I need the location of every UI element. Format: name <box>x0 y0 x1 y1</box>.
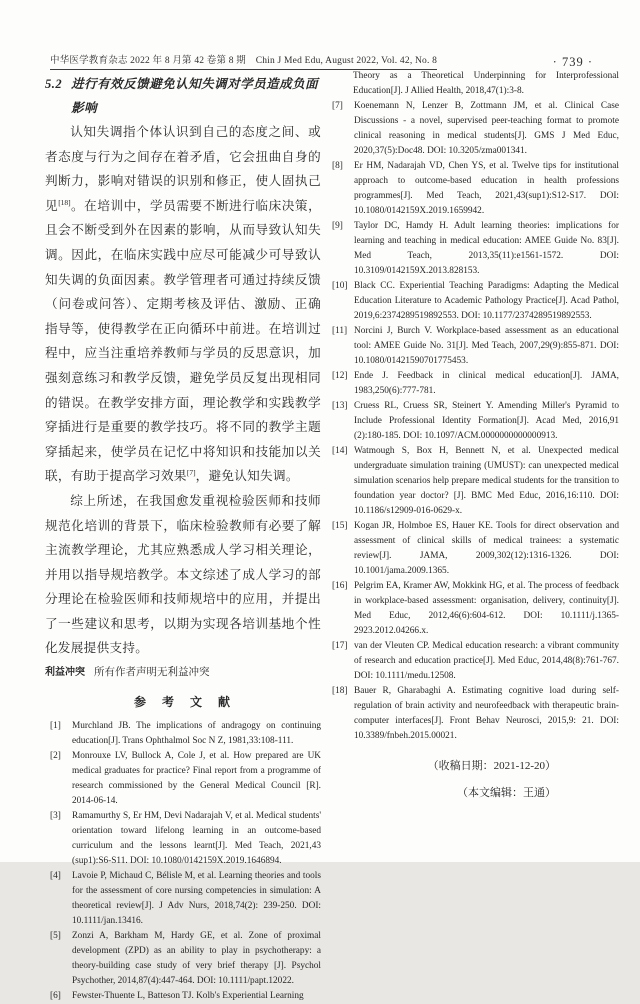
reference-text: Kogan JR, Holmboe ES, Hauer KE. Tools for direct observation and assessment of clinical skills of medical trainees: a systematic review[J]. JAMA, 2009,302(12):1316-1326. DOI: 10.1001/jama.2009.1365. <box>354 521 619 576</box>
reference-item <box>332 324 619 369</box>
reference-number: [5] <box>50 931 61 942</box>
references-heading: 参 考 文 献 <box>133 695 232 710</box>
section-heading <box>45 72 321 120</box>
reference-item <box>332 444 619 519</box>
reference-number: [10] <box>332 281 348 291</box>
reference-number: [1] <box>50 721 61 732</box>
conflict-label: 利益冲突 <box>45 667 85 679</box>
section-number: 5.2 <box>45 77 63 91</box>
reference-item <box>332 519 619 579</box>
right-column <box>332 69 619 807</box>
reference-number: [16] <box>332 581 348 591</box>
reference-number: [11] <box>332 326 348 336</box>
references-list-left <box>45 719 321 1004</box>
reference-number: [17] <box>332 641 348 651</box>
reference-item <box>50 929 321 989</box>
reference-text: Bauer R, Gharabaghi A. Estimating cognitive load during self-regulation of brain activity and neurofeedback with therapeutic brain-computer interfaces[J]. Front Behav Neurosci, 2015,9: 21. DOI: 10.3389/fnbeh.2015.00021. <box>354 686 619 741</box>
reference-item <box>332 99 619 159</box>
reference-item <box>332 369 619 399</box>
reference-number: [7] <box>332 101 343 111</box>
page-number: · 739 · <box>552 55 593 69</box>
reference-item <box>50 989 321 1004</box>
article-footer <box>332 753 619 807</box>
reference-number: [8] <box>332 161 343 171</box>
reference-number: [18] <box>332 686 348 696</box>
reference-text: Monrouxe LV, Bullock A, Cole J, et al. How prepared are UK medical graduates for practice? Final report from a programme of research commissioned by the General Medical Council [R]. 2014-06-14. <box>72 751 321 807</box>
reference-number: [15] <box>332 521 348 531</box>
journal-title-line: 中华医学教育杂志 2022 年 8 月第 42 卷第 8 期 Chin J Med Edu, August 2022, Vol. 42, No. 8 <box>50 52 437 70</box>
reference-item <box>332 579 619 639</box>
reference-text: Ramamurthy S, Er HM, Devi Nadarajah V, et al. Medical students' orientation toward lifelong learning in an outcome-based curriculum and the lessons learnt[J]. Med Teach, 2021,43 (sup1):S6-S11. DOI: 10.1080/0142159X.2019.1646894. <box>72 811 321 867</box>
reference-item <box>332 639 619 684</box>
reference-text: Watmough S, Box H, Bennett N, et al. Unexpected medical undergraduate simulation training (UMUST): can unexpected medical simulation scenarios help prepare medical students for the transition to foundation year doctor? [J]. BMC Med Educ, 2016,16:110. DOI: 10.1186/s12909-016-0629-x. <box>354 446 619 516</box>
reference-text: Er HM, Nadarajah VD, Chen YS, et al. Twelve tips for institutional approach to outcome-based education in health professions programmes[J]. Med Teach, 2021,43(sup1):S12-S17. DOI: 10.1080/0142159X.2019.1659942. <box>354 161 619 216</box>
editor-note: （本文编辑：王通） <box>457 787 556 799</box>
reference-text: Pelgrim EA, Kramer AW, Mokkink HG, et al. The process of feedback in workplace-based assessment: organisation, delivery, continuity[J]. Med Educ, 2012,46(6):604-612. DOI: 10.1111/j.1365-2923.2012.04266.x. <box>354 581 619 636</box>
reference-text: Black CC. Experiential Teaching Paradigms: Adapting the Medical Education Literature to Academic Pathology Practice[J]. Acad Pathol, 2019,6:2374289519892553. DOI: 10.1177/2374289519892553. <box>354 281 619 321</box>
reference-number: [2] <box>50 751 61 762</box>
received-date: （收稿日期：2021-12-20） <box>427 760 556 772</box>
reference-item <box>50 749 321 809</box>
reference-number: [14] <box>332 446 348 456</box>
reference-number: [12] <box>332 371 348 381</box>
reference-text: Koenemann N, Lenzer B, Zottmann JM, et al. Clinical Case Discussions - a novel, supervised peer-teaching format to promote clinical reasoning in medical students[J]. GMS J Med Educ, 2020,37(5):Doc48. DOI: 10.3205/zma001341. <box>354 101 619 156</box>
body-paragraph-1: 认知失调指个体认识到自己的态度之间、或者态度与行为之间存在着矛盾，它会扭曲自身的判断力，影响对错误的识别和修正，使人固执己见[18]。在培训中，学员需要不断进行临床决策，且会不断受到外在因素的影响，从而导致认知失调。因此，在临床实践中应尽可能减少可导致认知失调的负面因素。教学管理者可通过持续反馈（问卷或问答）、定期考核及评估、激励、正确指导等，使得教学在正向循环中前进。在培训过程中，应当注重培养教师与学员的反思意识，加强刻意练习和教学反馈，避免学员反复出现相同的错误。在教学安排方面，理论教学和实践教学穿插进行是重要的教学技巧。将不同的教学主题穿插起来，使学员在记忆中将知识和技能加以关联，有助于提高学习效果[7]，避免认知失调。 <box>45 125 321 484</box>
left-column <box>45 72 321 1004</box>
reference-item <box>332 684 619 744</box>
reference-item <box>332 159 619 219</box>
conflict-of-interest-statement <box>45 664 321 682</box>
reference-text: Cruess RL, Cruess SR, Steinert Y. Amending Miller's Pyramid to Include Professional Identity Formation[J]. Acad Med, 2016,91 (2):180-185. DOI: 10.1097/ACM.0000000000000913. <box>354 401 619 441</box>
reference-text: Murchland JB. The implications of andragogy on continuing education[J]. Trans Ophthalmol Soc N Z, 1981,33:108-111. <box>72 721 321 747</box>
section-title: 进行有效反馈避免认知失调对学员造成负面影响 <box>71 77 319 115</box>
reference-6-continuation: Theory as a Theoretical Underpinning for Interprofessional Education[J]. J Allied Health, 2018,47(1):3-8. <box>353 71 619 96</box>
reference-number: [3] <box>50 811 61 822</box>
reference-text: Zonzi A, Barkham M, Hardy GE, et al. Zone of proximal development (ZPD) as an ability to play in psychotherapy: a theory-building case study of very brief therapy [J]. Psychol Psychother, 2014,87(4):447-464. DOI: 10.1111/papt.12022. <box>72 931 321 987</box>
reference-number: [6] <box>50 991 61 1002</box>
reference-number: [4] <box>50 871 61 882</box>
reference-item <box>332 219 619 279</box>
reference-item <box>50 719 321 749</box>
references-list-right <box>332 99 619 744</box>
reference-number: [9] <box>332 221 343 231</box>
reference-item <box>332 399 619 444</box>
page-header <box>50 52 593 70</box>
conflict-text: 所有作者声明无利益冲突 <box>94 667 210 679</box>
reference-item <box>50 869 321 929</box>
reference-text: Taylor DC, Hamdy H. Adult learning theories: implications for learning and teaching in medical education: AMEE Guide No. 83[J]. Med Teach, 2013,35(11):e1561-1572. DOI: 10.3109/0142159X.2013.828153. <box>354 221 619 276</box>
reference-text: Lavoie P, Michaud C, Bélisle M, et al. Learning theories and tools for the assessment of core nursing competencies in simulation: A theoretical review[J]. J Adv Nurs, 2018,74(2): 239-250. DOI: 10.1111/jan.13416. <box>72 871 321 927</box>
body-paragraph-2: 综上所述，在我国愈发重视检验医师和技师规范化培训的背景下，临床检验教师有必要了解主流教学理论，尤其应熟悉成人学习相关理论，并用以指导规培教学。本文综述了成人学习的部分理论在检验医师和技师规培中的应用，并提出了一些建议和思考，以期为实现各培训基地个性化发展提供支持。 <box>45 493 321 656</box>
reference-item <box>332 279 619 324</box>
reference-text: van der Vleuten CP. Medical education research: a vibrant community of research and education practice[J]. Med Educ, 2014,48(8):761-767. DOI: 10.1111/medu.12508. <box>354 641 619 681</box>
reference-text: Norcini J, Burch V. Workplace-based assessment as an educational tool: AMEE Guide No. 31[J]. Med Teach, 2007,29(9):855-871. DOI: 10.1080/01421590701775453. <box>354 326 619 366</box>
reference-text: Fewster-Thuente L, Batteson TJ. Kolb's Experiential Learning <box>72 991 304 1002</box>
reference-item <box>50 809 321 869</box>
reference-text: Ende J. Feedback in clinical medical education[J]. JAMA, 1983,250(6):777-781. <box>354 371 619 396</box>
reference-number: [13] <box>332 401 348 411</box>
